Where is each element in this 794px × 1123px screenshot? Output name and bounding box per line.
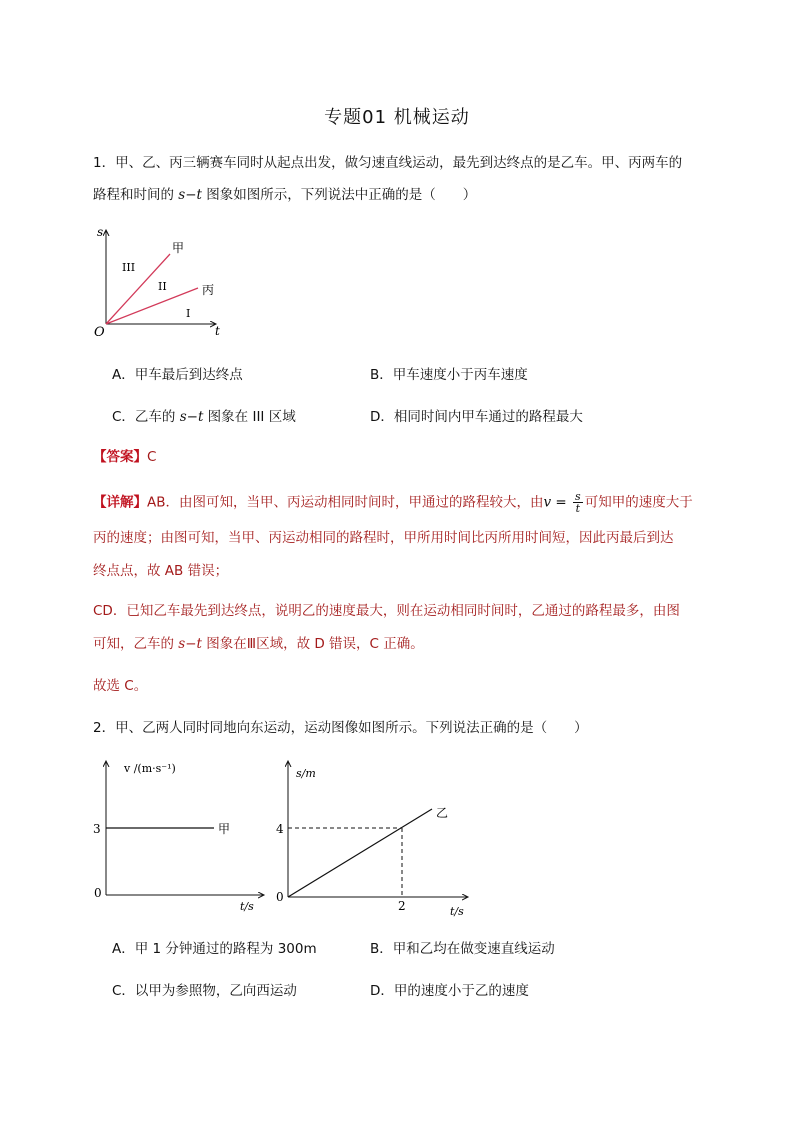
q1-axis-s-label: s — [97, 225, 104, 239]
q2-vt-ylabel: v /(m·s⁻¹) — [124, 762, 176, 775]
q2-st-line-yi — [288, 809, 432, 897]
q1-formula-fraction: $\frac{s}{t}$ — [575, 490, 581, 515]
q1-answer: 【答案】C — [93, 449, 157, 465]
q1-region-3: III — [122, 261, 136, 274]
q1-explain-line1: 【详解】AB．由图可知，当甲、丙运动相同时间时，甲通过的路程较大，由v = $\frac{s}{t}$ 可知甲的速度大于 — [93, 490, 693, 515]
q1-axis-t-label: t — [215, 324, 220, 338]
q2-vt-xlabel: t/s — [240, 900, 254, 913]
q1-explain-line6: 故选 C。 — [93, 678, 148, 694]
q1-explain-line4: CD．已知乙车最先到达终点，说明乙的速度最大，则在运动相同时间时，乙通过的路程最多，由图 — [93, 603, 680, 619]
q1-label-jia: 甲 — [172, 241, 185, 255]
q2-st-label-yi: 乙 — [436, 806, 449, 820]
q1-option-a: A．甲车最后到达终点 — [112, 367, 243, 383]
q1-region-2: II — [158, 280, 167, 293]
q2-st-graph — [272, 755, 472, 920]
q2-st-origin: 0 — [276, 890, 284, 904]
q2-option-d: D．甲的速度小于乙的速度 — [370, 983, 529, 999]
q2-vt-origin: 0 — [94, 886, 102, 900]
q2-option-b: B．甲和乙均在做变速直线运动 — [370, 941, 555, 957]
q1-explain-line3: 终点点，故 AB 错误； — [93, 563, 229, 579]
q1-stem-line2: 路程和时间的 s−t 图象如图所示，下列说法中正确的是（ ） — [93, 187, 477, 203]
q2-st-ylabel: s/m — [296, 767, 316, 780]
q2-stem: 2．甲、乙两人同时同地向东运动，运动图像如图所示。下列说法正确的是（ ） — [93, 720, 588, 736]
q2-vt-graph — [88, 755, 268, 915]
q2-vt-tick-3: 3 — [93, 822, 101, 836]
q1-explain-line2: 丙的速度；由图可知，当甲、丙运动相同的路程时，甲所用时间比丙所用时间短，因此丙最后到达 — [93, 530, 674, 546]
q2-st-xlabel: t/s — [450, 905, 464, 918]
q1-explain-line5: 可知，乙车的 s−t 图象在Ⅲ区域，故 D 错误，C 正确。 — [93, 636, 424, 652]
q1-option-c: C．乙车的 s−t 图象在 III 区域 — [112, 409, 296, 425]
q2-st-tick-4: 4 — [276, 822, 284, 836]
q1-option-d: D．相同时间内甲车通过的路程最大 — [370, 409, 583, 425]
q1-region-1: I — [186, 307, 191, 320]
q2-st-tick-2: 2 — [398, 899, 406, 913]
q1-option-b: B．甲车速度小于丙车速度 — [370, 367, 528, 383]
q1-origin-label: O — [94, 325, 105, 340]
q2-option-a: A．甲 1 分钟通过的路程为 300m — [112, 941, 317, 957]
q2-vt-label-jia: 甲 — [218, 822, 231, 836]
q1-label-bing: 丙 — [202, 283, 215, 297]
q1-line-bing — [106, 288, 198, 324]
q1-st-graph — [88, 222, 238, 344]
page-title: 专题01 机械运动 — [324, 107, 470, 128]
q2-option-c: C．以甲为参照物，乙向西运动 — [112, 983, 297, 999]
q1-stem-line1: 1．甲、乙、丙三辆赛车同时从起点出发，做匀速直线运动，最先到达终点的是乙车。甲、丙两车的 — [93, 155, 683, 171]
